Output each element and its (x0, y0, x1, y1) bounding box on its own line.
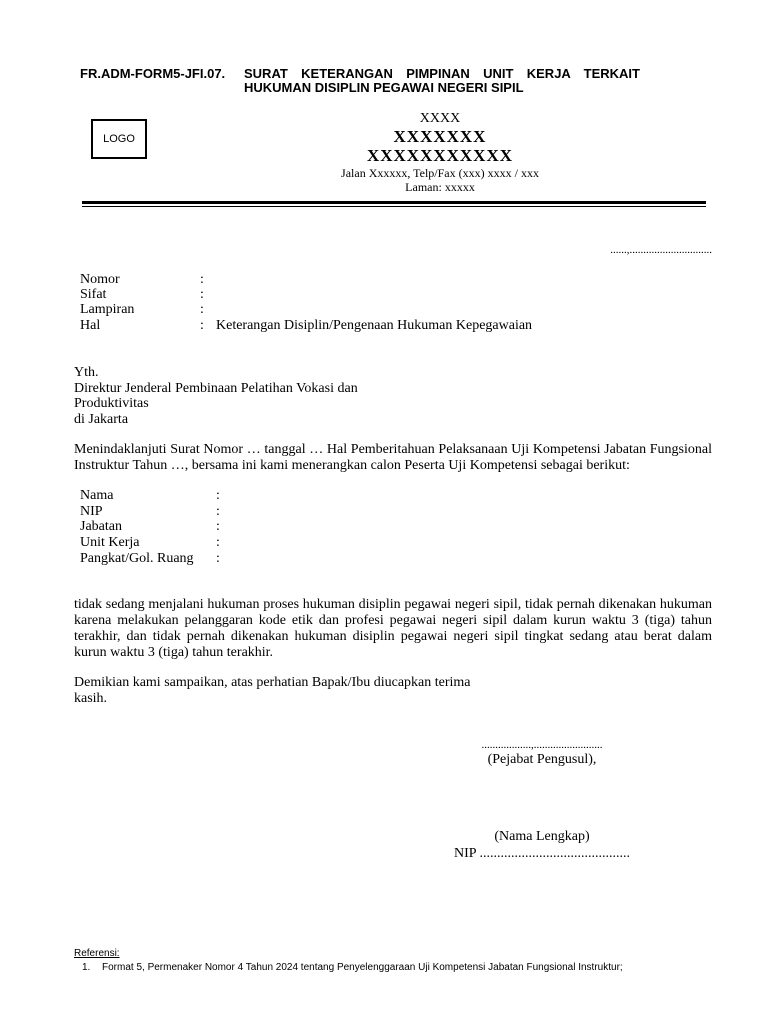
meta-label: Nomor (80, 272, 120, 287)
identity-colon: : (216, 519, 220, 534)
signature-role: (Pejabat Pengusul), (487, 752, 597, 767)
meta-label: Hal (80, 318, 101, 333)
identity-row-nama (80, 488, 220, 504)
meta-label: Sifat (80, 287, 107, 302)
letterhead-line-2: XXXXXXX (393, 127, 487, 146)
meta-row-sifat (80, 287, 216, 303)
signature-name: (Nama Lengkap) (494, 829, 590, 844)
statement-paragraph: tidak sedang menjalani hukuman proses hukuman disiplin pegawai negeri sipil, tidak pernah dikenakan hukuman karena melakukan pelanggaran kode etik dan profesi pegawai negeri sipil dalam kurun waktu 3 (tiga) tahun terakhir, dan tidak pernah dikenakan hukuman disiplin pegawai negeri sipil tingkat sedang atau berat dalam kurun waktu 3 (tiga) tahun terakhir. (74, 597, 712, 660)
signature-nip: NIP ........................................... (453, 846, 631, 861)
identity-label: Pangkat/Gol. Ruang (80, 551, 194, 566)
form-code: FR.ADM-FORM5-JFI.07. (80, 66, 226, 81)
identity-colon: : (216, 488, 220, 503)
addressee-line-3: di Jakarta (74, 412, 129, 427)
signature-place-date: ..................,......................... (481, 739, 603, 751)
meta-colon: : (200, 272, 204, 287)
addressee-line-2: Produktivitas (74, 396, 149, 411)
identity-label: Nama (80, 488, 114, 503)
meta-row-lampiran (80, 302, 216, 318)
identity-row-pangkat (80, 551, 220, 567)
reference-number: 1. (82, 962, 91, 973)
letterhead-divider-thick (82, 201, 706, 204)
closing-line-1: Demikian kami sampaikan, atas perhatian Bapak/Ibu diucapkan terima (74, 675, 471, 690)
letterhead-website: Laman: xxxxx (405, 180, 475, 194)
identity-colon: : (216, 535, 220, 550)
intro-paragraph: Menindaklanjuti Surat Nomor … tanggal … Hal Pemberitahuan Pelaksanaan Uji Kompetensi Jabatan Fungsional Instruktur Tahun …, bersama ini kami menerangkan calon Peserta Uji Kompetensi sebagai berikut: (74, 442, 712, 473)
letterhead-address: Jalan Xxxxxx, Telp/Fax (xxx) xxxx / xxx (341, 166, 539, 180)
addressee-line-1: Direktur Jenderal Pembinaan Pelatihan Vokasi dan (74, 381, 358, 396)
reference-text: Format 5, Permenaker Nomor 4 Tahun 2024 tentang Penyelenggaraan Uji Kompetensi Jabatan Fungsional Instruktur; (102, 962, 623, 973)
identity-colon: : (216, 504, 220, 519)
logo-placeholder (91, 119, 147, 159)
place-date-field: ......,.............................. (610, 244, 712, 256)
closing-line-2: kasih. (74, 691, 108, 706)
identity-label: Unit Kerja (80, 535, 140, 550)
identity-row-jabatan (80, 519, 220, 535)
letterhead-line-3: XXXXXXXXXXX (366, 146, 514, 165)
reference-item (82, 962, 623, 973)
identity-colon: : (216, 551, 220, 566)
meta-row-hal (80, 318, 532, 334)
document-title-line-2: HUKUMAN DISIPLIN PEGAWAI NEGERI SIPIL (244, 80, 524, 95)
identity-row-nip (80, 504, 220, 520)
addressee-greeting: Yth. (74, 365, 99, 380)
letterhead-line-1: XXXX (419, 111, 461, 126)
meta-colon: : (200, 302, 204, 317)
letterhead-divider-thin (82, 206, 706, 207)
meta-colon: : (200, 318, 204, 333)
meta-label: Lampiran (80, 302, 135, 317)
meta-row-nomor (80, 272, 216, 288)
identity-label: NIP (80, 504, 103, 519)
identity-row-unit-kerja (80, 535, 220, 551)
identity-label: Jabatan (80, 519, 122, 534)
document-title-line-1: SURAT KETERANGAN PIMPINAN UNIT KERJA TERKAIT (244, 66, 640, 81)
meta-colon: : (200, 287, 204, 302)
meta-value: Keterangan Disiplin/Pengenaan Hukuman Kepegawaian (216, 318, 533, 333)
logo-label: LOGO (103, 133, 135, 145)
references-title: Referensi: (74, 948, 120, 959)
